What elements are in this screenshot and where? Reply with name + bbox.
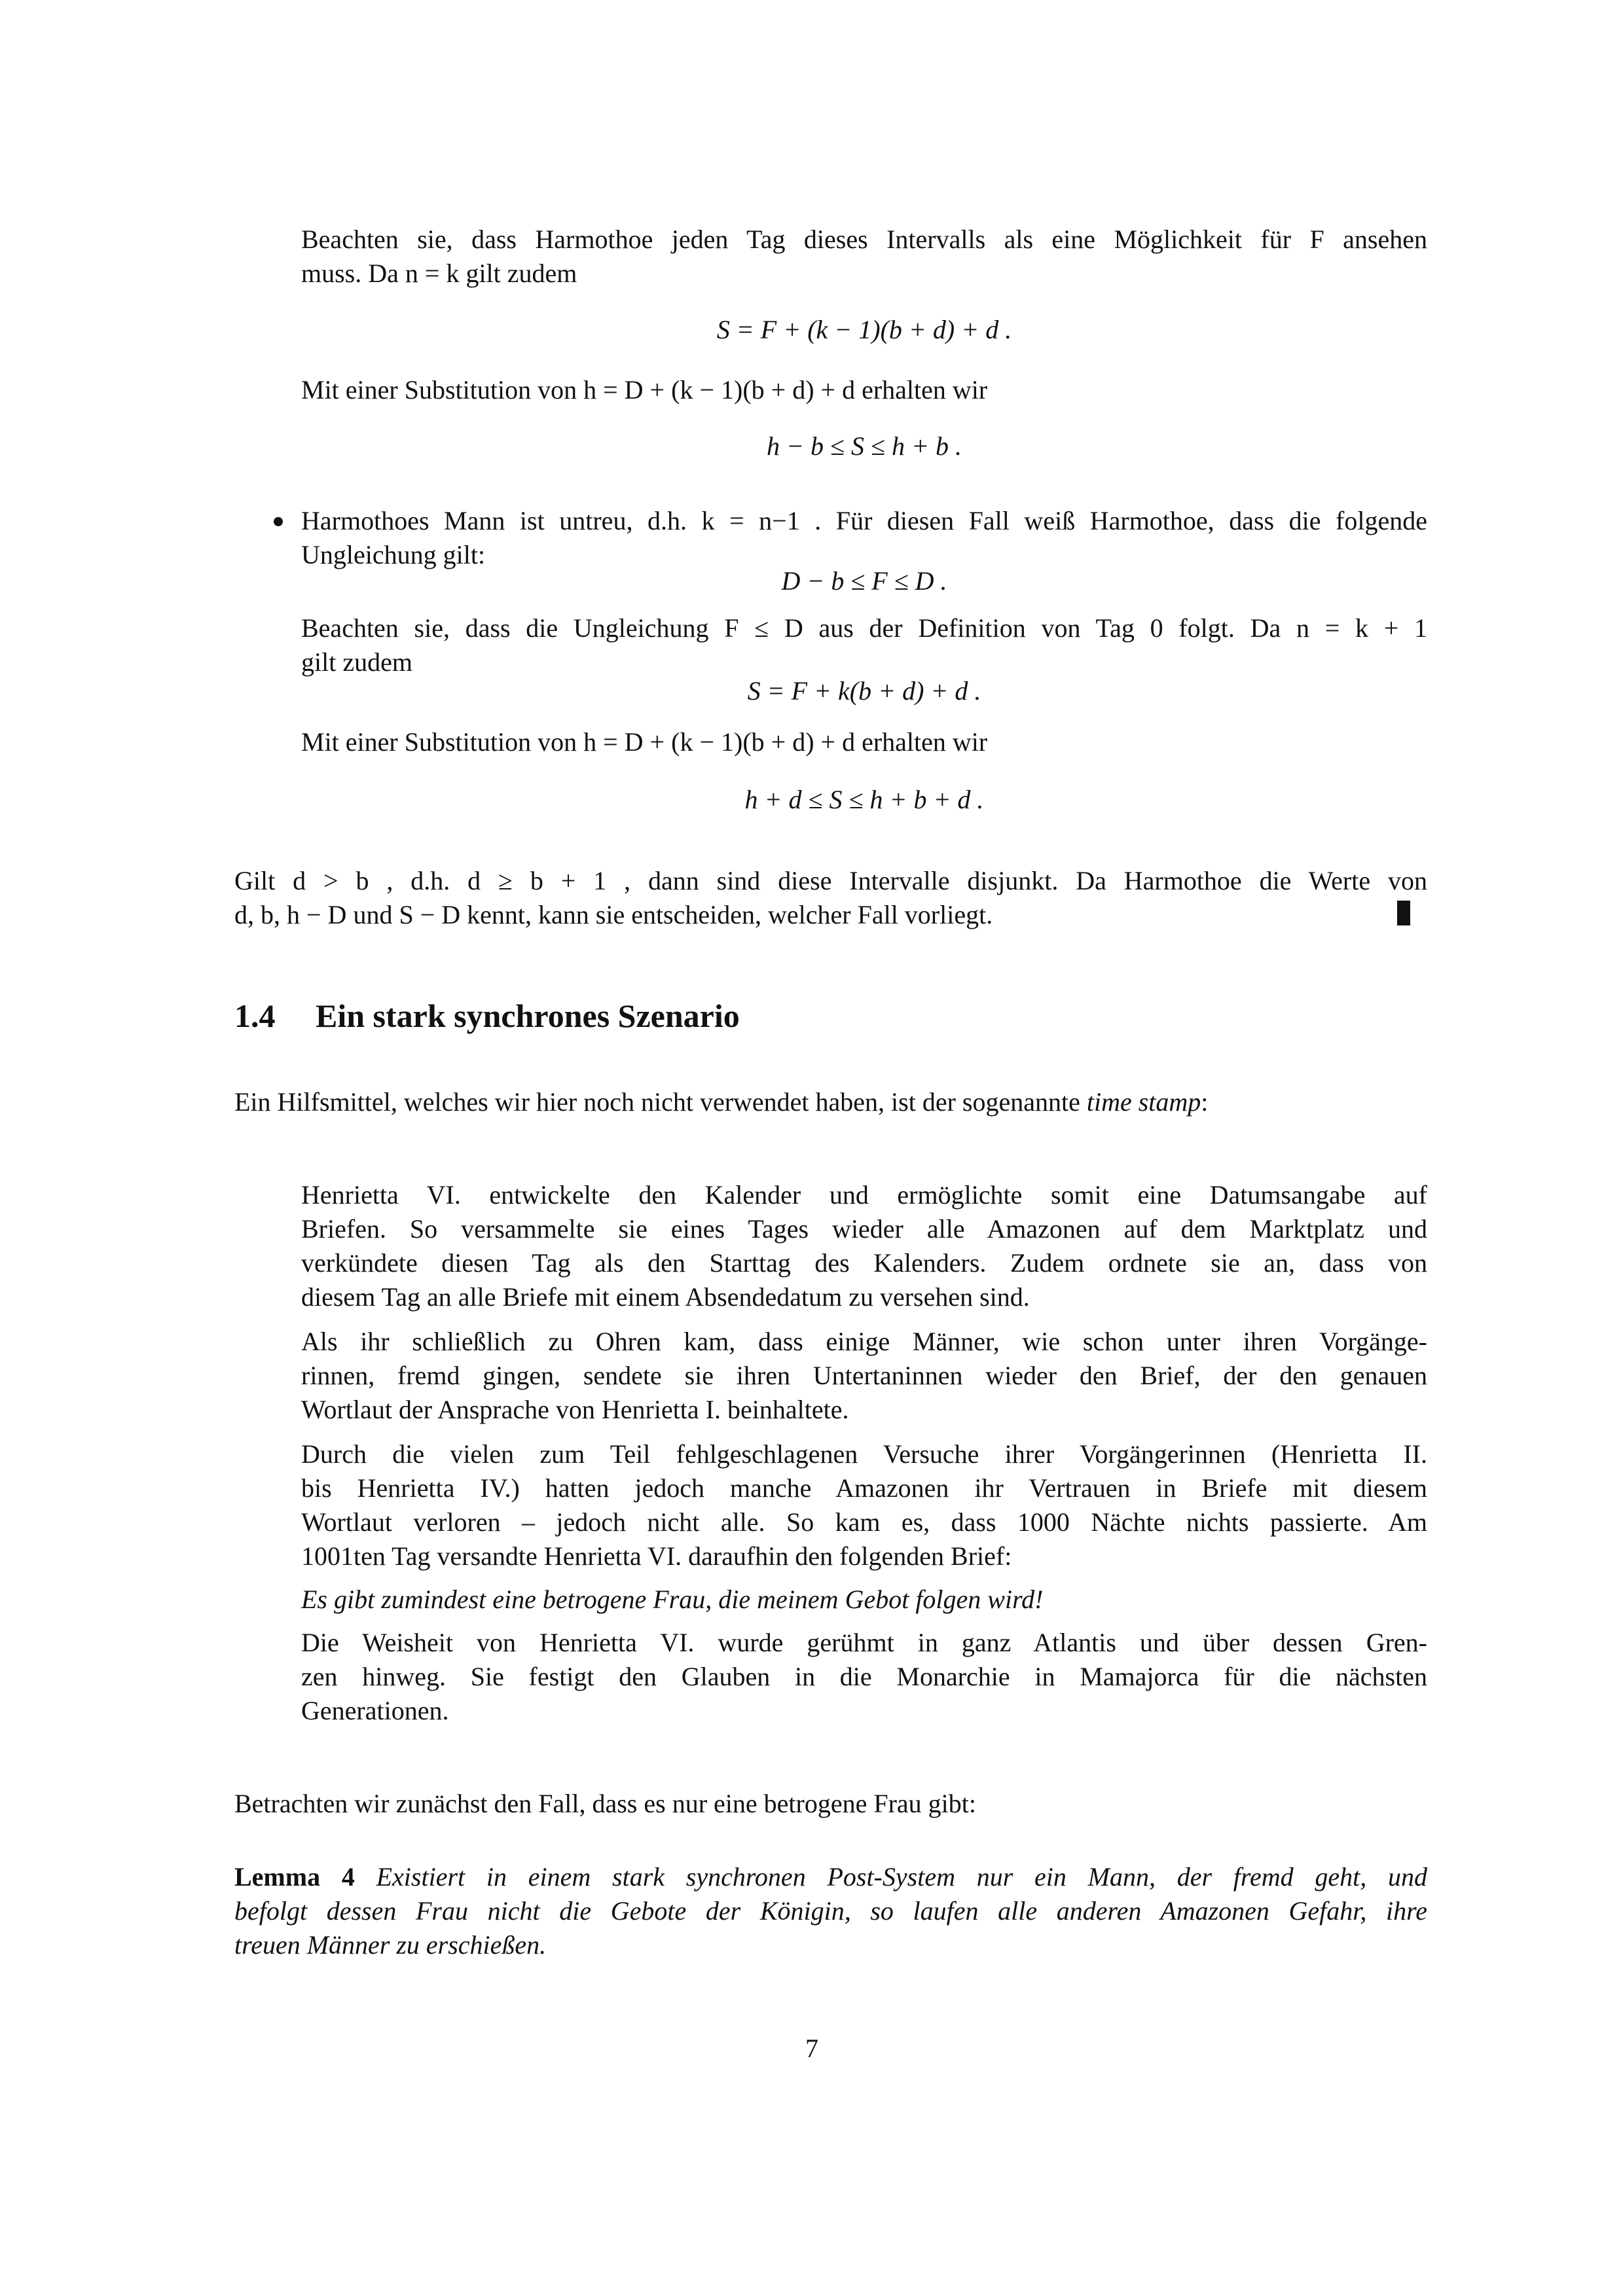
story-p3-line: bis Henrietta IV.) hatten jedoch manche Amazonen ihr Vertrauen in Briefe mit diesem	[301, 1473, 1427, 1503]
case2-line-4: gilt zudem	[301, 647, 412, 677]
case2-substitution: Mit einer Substitution von h = D + (k − 1)(b + d) + d erhalten wir	[301, 727, 988, 757]
case2-equation-2: S = F + k(b + d) + d .	[747, 676, 981, 706]
story-p1-line: Briefen. So versammelte sie eines Tages wieder alle Amazonen auf dem Marktplatz und	[301, 1214, 1427, 1244]
case1-equation-2: h − b ≤ S ≤ h + b .	[767, 431, 962, 461]
case-intro: Betrachten wir zunächst den Fall, dass es nur eine betrogene Frau gibt:	[234, 1789, 976, 1818]
story-p3-line: Wortlaut verloren – jedoch nicht alle. So kam es, dass 1000 Nächte nichts passierte. Am	[301, 1507, 1427, 1537]
case1-line-1: Beachten sie, dass Harmothoe jeden Tag dieses Intervalls als eine Möglichkeit für F ansehen	[301, 224, 1427, 254]
case1-line-2: muss. Da n = k gilt zudem	[301, 259, 577, 288]
qed-square-icon	[1397, 901, 1410, 925]
case2-equation-3: h + d ≤ S ≤ h + b + d .	[744, 785, 984, 814]
story-p3-line: 1001ten Tag versandte Henrietta VI. daraufhin den folgenden Brief:	[301, 1541, 1012, 1571]
case2-equation-1: D − b ≤ F ≤ D .	[781, 566, 947, 596]
section-number: 1.4	[234, 997, 276, 1034]
lemma-line-2: befolgt dessen Frau nicht die Gebote der Königin, so laufen alle anderen Amazonen Gefahr, ihre	[234, 1896, 1427, 1926]
bullet-icon	[274, 517, 283, 526]
lemma-line-3: treuen Männer zu erschießen.	[234, 1930, 547, 1960]
conclusion-line-2: d, b, h − D und S − D kennt, kann sie entscheiden, welcher Fall vorliegt.	[234, 900, 993, 929]
story-p3-line: Durch die vielen zum Teil fehlgeschlagenen Versuche ihrer Vorgängerinnen (Henrietta II.	[301, 1439, 1427, 1469]
story-p4-line: Generationen.	[301, 1696, 449, 1725]
case2-line-1: Harmothoes Mann ist untreu, d.h. k = n−1 . Für diesen Fall weiß Harmothoe, dass die folgende	[301, 506, 1427, 535]
case2-line-2: Ungleichung gilt:	[301, 540, 486, 569]
intro-colon: :	[1201, 1087, 1209, 1117]
story-quote: Es gibt zumindest eine betrogene Frau, die meinem Gebot folgen wird!	[301, 1585, 1044, 1614]
story-p2-line: rinnen, fremd gingen, sendete sie ihren Untertaninnen wieder den Brief, der den genauen	[301, 1361, 1427, 1390]
lemma-text-1: Existiert in einem stark synchronen Post-System nur ein Mann, der fremd geht, und	[376, 1862, 1428, 1892]
story-p4-line: zen hinweg. Sie festigt den Glauben in die Monarchie in Mamajorca für die nächsten	[301, 1662, 1427, 1691]
story-p2-line: Als ihr schließlich zu Ohren kam, dass einige Männer, wie schon unter ihren Vorgänge-	[301, 1327, 1427, 1356]
story-p2-line: Wortlaut der Ansprache von Henrietta I. beinhaltete.	[301, 1395, 849, 1424]
lemma-label: Lemma 4	[234, 1862, 355, 1892]
case2-line-3: Beachten sie, dass die Ungleichung F ≤ D aus der Definition von Tag 0 folgt. Da n = k + 1	[301, 613, 1427, 643]
section-title: Ein stark synchrones Szenario	[316, 997, 740, 1034]
intro-paragraph	[234, 1085, 1208, 1119]
case1-equation-1: S = F + (k − 1)(b + d) + d .	[716, 315, 1012, 344]
intro-term: time stamp	[1086, 1087, 1201, 1117]
conclusion-line-1: Gilt d > b , d.h. d ≥ b + 1 , dann sind diese Intervalle disjunkt. Da Harmothoe die Werte von	[234, 866, 1427, 895]
story-p1-line: Henrietta VI. entwickelte den Kalender und ermöglichte somit eine Datumsangabe auf	[301, 1180, 1427, 1210]
story-p1-line: verkündete diesen Tag als den Starttag des Kalenders. Zudem ordnete sie an, dass von	[301, 1248, 1427, 1278]
lemma-line-1	[234, 1860, 1427, 1894]
intro-text: Ein Hilfsmittel, welches wir hier noch nicht verwendet haben, ist der sogenannte	[234, 1087, 1087, 1117]
story-p4-line: Die Weisheit von Henrietta VI. wurde gerühmt in ganz Atlantis und über dessen Gren-	[301, 1628, 1427, 1657]
case1-substitution: Mit einer Substitution von h = D + (k − 1)(b + d) + d erhalten wir	[301, 375, 988, 404]
page-number: 7	[805, 2034, 818, 2063]
story-p1-line: diesem Tag an alle Briefe mit einem Absendedatum zu versehen sind.	[301, 1282, 1030, 1312]
